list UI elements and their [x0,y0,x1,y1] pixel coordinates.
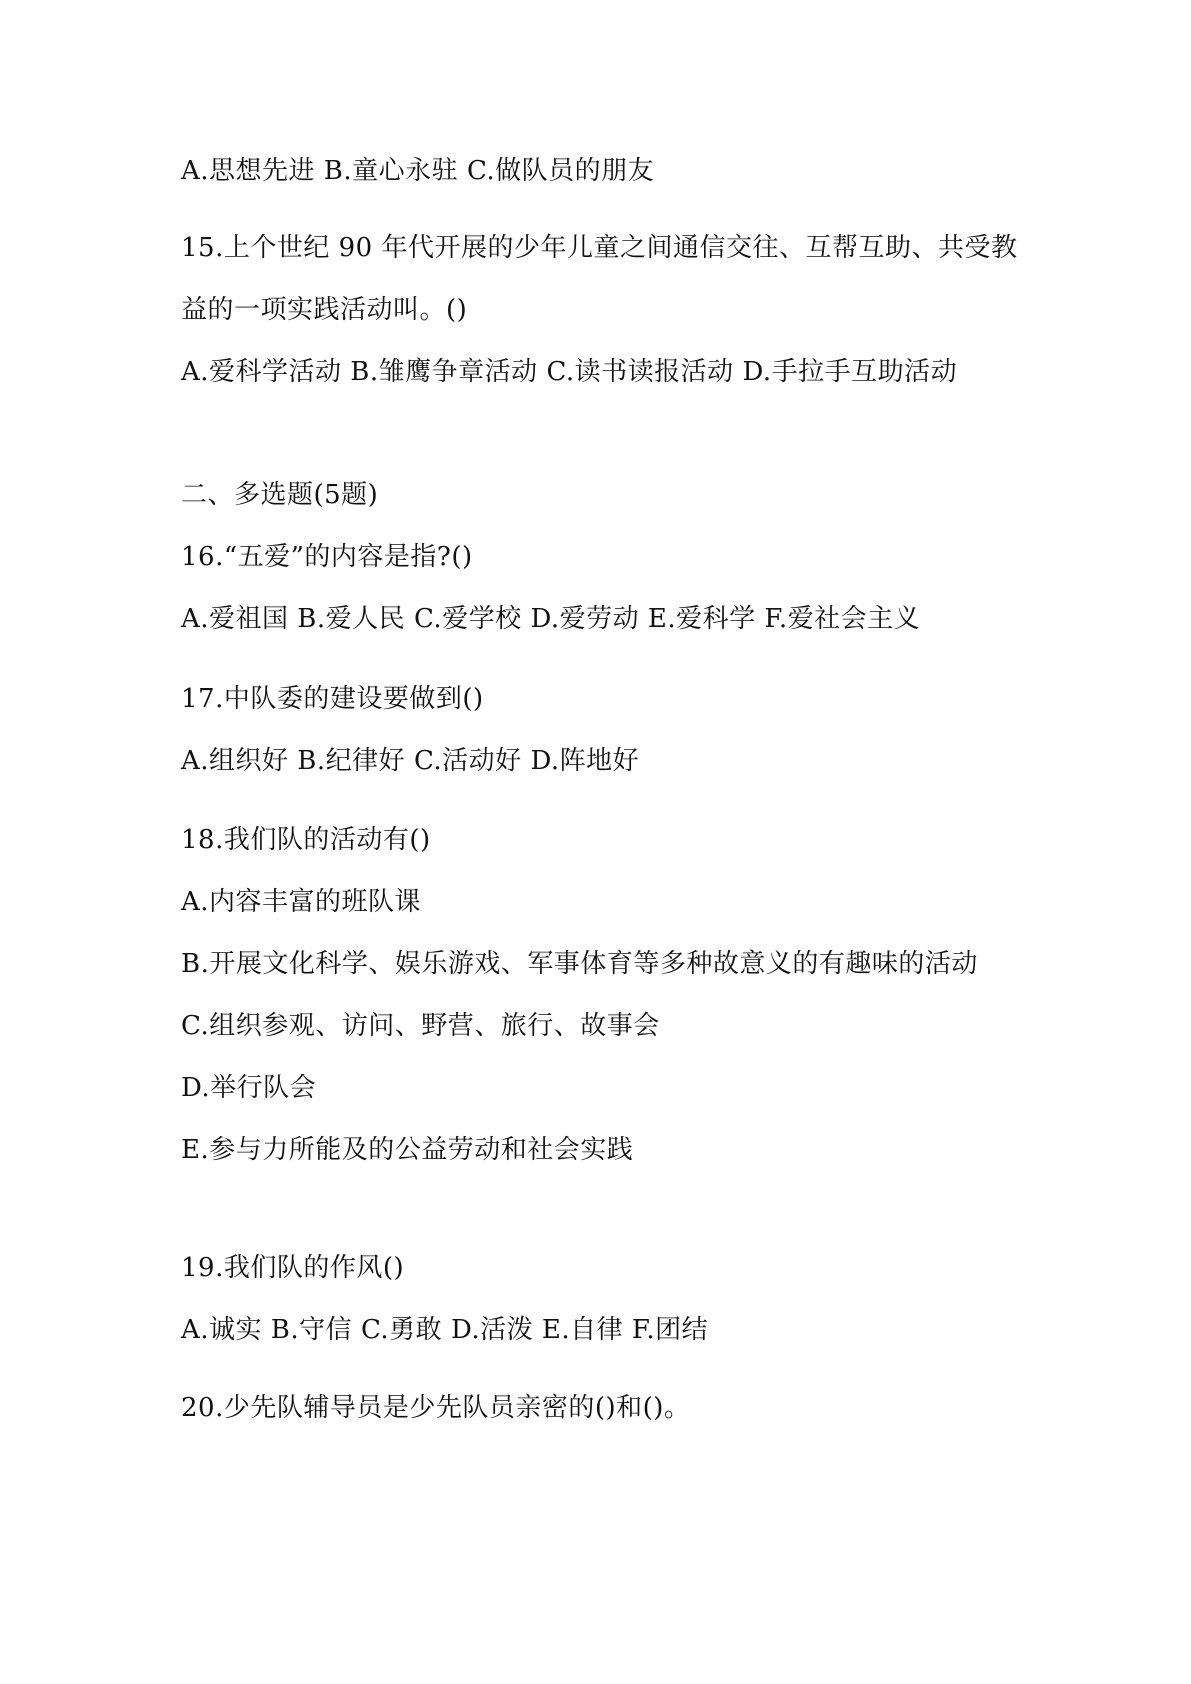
q18-option-b: B.开展文化科学、娱乐游戏、军事体育等多种故意义的有趣味的活动 [181,949,978,979]
q16-stem: 16.“五爱”的内容是指?() [181,542,473,572]
q20-stem: 20.少先队辅导员是少先队员亲密的()和()。 [181,1393,691,1423]
q18-option-a: A.内容丰富的班队课 [181,887,422,917]
q19-stem: 19.我们队的作风() [181,1253,405,1283]
q19-options: A.诚实 B.守信 C.勇敢 D.活泼 E.自律 F.团结 [181,1315,709,1345]
q18-option-e: E.参与力所能及的公益劳动和社会实践 [181,1135,634,1165]
q18-option-c: C.组织参观、访问、野营、旅行、故事会 [181,1011,660,1041]
q16-options: A.爱祖国 B.爱人民 C.爱学校 D.爱劳动 E.爱科学 F.爱社会主义 [181,604,921,634]
q17-stem: 17.中队委的建设要做到() [181,684,484,714]
q18-option-d: D.举行队会 [181,1073,317,1103]
q18-stem: 18.我们队的活动有() [181,825,431,855]
q17-options: A.组织好 B.纪律好 C.活动好 D.阵地好 [181,746,640,776]
q15-stem-line-2: 益的一项实践活动叫。() [181,295,468,325]
section-title-multiple-choice: 二、多选题(5题) [181,480,379,510]
q15-options: A.爱科学活动 B.雏鹰争章活动 C.读书读报活动 D.手拉手互助活动 [181,357,958,387]
q14-options: A.思想先进 B.童心永驻 C.做队员的朋友 [181,156,655,186]
q15-stem-line-1: 15.上个世纪 90 年代开展的少年儿童之间通信交往、互帮互助、共受教 [181,233,1018,263]
